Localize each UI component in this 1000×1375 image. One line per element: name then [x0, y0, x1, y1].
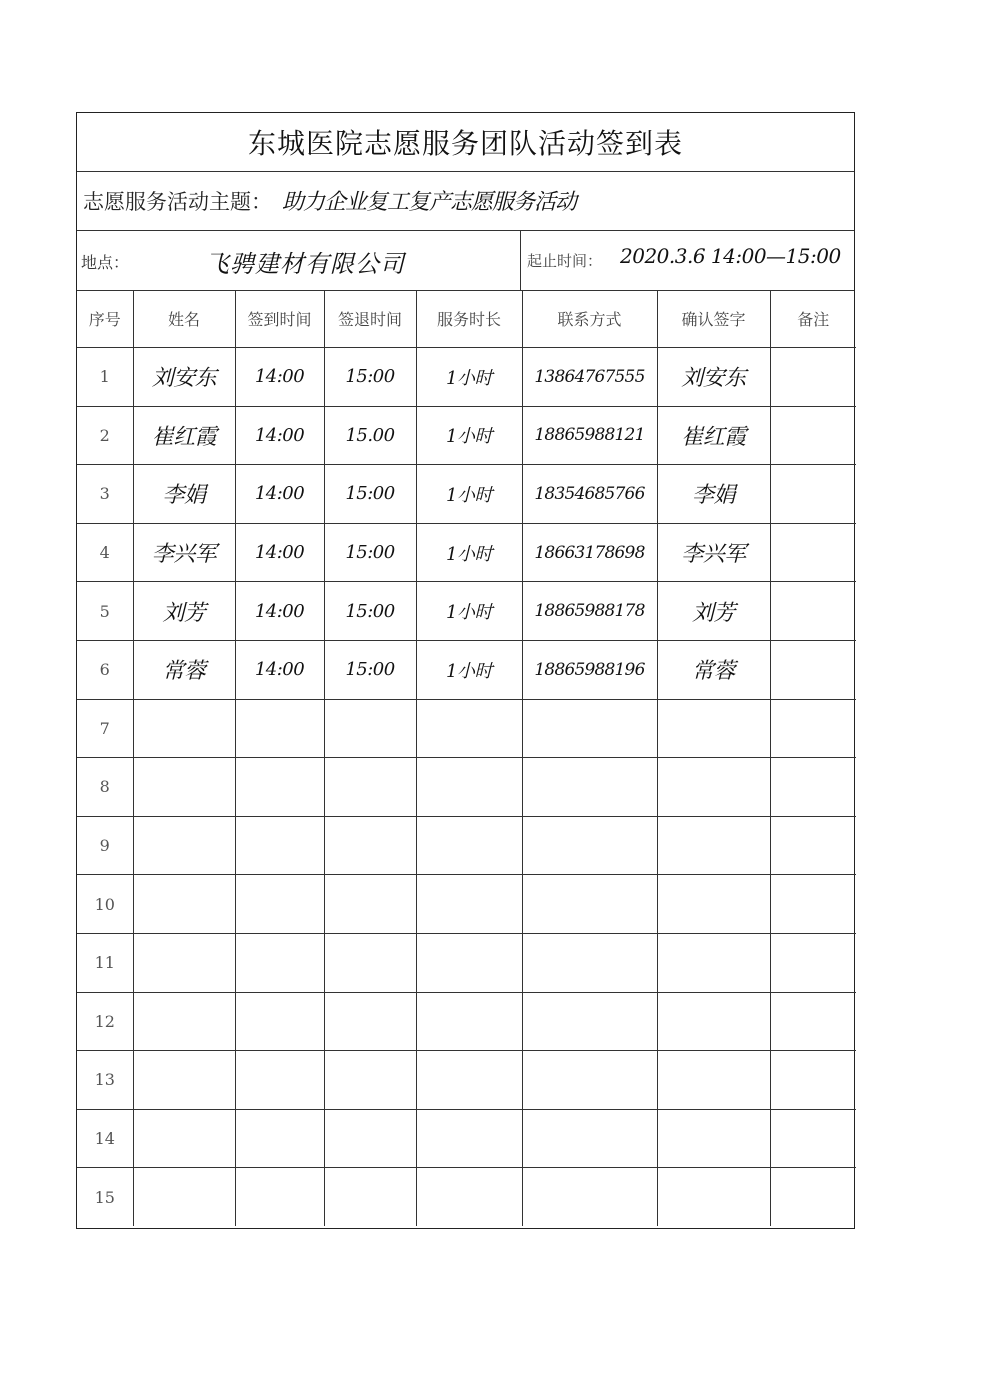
volunteer-name	[133, 933, 235, 992]
remark	[770, 640, 856, 699]
check-in-time	[235, 875, 324, 934]
time-value: 2020.3.6 14:00—15:00	[620, 244, 841, 268]
check-in-time	[235, 1109, 324, 1168]
service-duration	[416, 758, 522, 817]
header-signature: 确认签字	[657, 290, 770, 348]
volunteer-name	[133, 875, 235, 934]
confirm-signature: 刘芳	[657, 582, 770, 641]
theme-row	[77, 171, 854, 231]
contact-phone	[522, 1168, 657, 1226]
remark	[770, 348, 856, 407]
check-out-time	[324, 992, 416, 1051]
header-note: 备注	[770, 290, 856, 348]
check-out-time	[324, 758, 416, 817]
check-out-time: 15.00	[324, 406, 416, 465]
check-in-time: 14:00	[235, 640, 324, 699]
confirm-signature	[657, 816, 770, 875]
confirm-signature: 刘安东	[657, 348, 770, 407]
service-duration: 1小时	[416, 348, 522, 407]
header-check-in: 签到时间	[235, 290, 324, 348]
check-out-time	[324, 816, 416, 875]
remark	[770, 758, 856, 817]
volunteer-name	[133, 758, 235, 817]
attendance-table	[77, 290, 856, 1226]
table-row	[77, 816, 856, 875]
check-out-time	[324, 933, 416, 992]
theme-value: 助力企业复工复产志愿服务活动	[282, 190, 577, 215]
header-check-out: 签退时间	[324, 290, 416, 348]
row-number: 8	[77, 758, 133, 817]
header-name: 姓名	[133, 290, 235, 348]
check-in-time	[235, 933, 324, 992]
remark	[770, 465, 856, 524]
contact-phone	[522, 875, 657, 934]
volunteer-name: 常蓉	[133, 640, 235, 699]
remark	[770, 1109, 856, 1168]
confirm-signature: 常蓉	[657, 640, 770, 699]
check-out-time	[324, 1168, 416, 1226]
row-number: 10	[77, 875, 133, 934]
row-number: 2	[77, 406, 133, 465]
theme-label: 志愿服务活动主题：	[83, 189, 272, 214]
row-number: 7	[77, 699, 133, 758]
volunteer-name	[133, 992, 235, 1051]
confirm-signature	[657, 699, 770, 758]
volunteer-name: 刘芳	[133, 582, 235, 641]
contact-phone: 18865988121	[522, 406, 657, 465]
header-duration: 服务时长	[416, 290, 522, 348]
table-row	[77, 465, 856, 524]
confirm-signature	[657, 1051, 770, 1110]
check-out-time	[324, 1051, 416, 1110]
check-out-time: 15:00	[324, 640, 416, 699]
remark	[770, 406, 856, 465]
table-header-row	[77, 290, 856, 348]
table-row	[77, 348, 856, 407]
check-in-time: 14:00	[235, 406, 324, 465]
service-duration	[416, 1109, 522, 1168]
contact-phone: 18865988178	[522, 582, 657, 641]
table-row	[77, 699, 856, 758]
place-time-row	[77, 230, 854, 291]
volunteer-name: 刘安东	[133, 348, 235, 407]
table-row	[77, 992, 856, 1051]
row-number: 15	[77, 1168, 133, 1226]
contact-phone: 18865988196	[522, 640, 657, 699]
time-label: 起止时间：	[527, 252, 603, 270]
row-number: 14	[77, 1109, 133, 1168]
remark	[770, 816, 856, 875]
service-duration	[416, 992, 522, 1051]
form-title: 东城医院志愿服务团队活动签到表	[247, 127, 683, 160]
remark	[770, 523, 856, 582]
confirm-signature	[657, 875, 770, 934]
remark	[770, 582, 856, 641]
volunteer-name	[133, 1109, 235, 1168]
row-number: 1	[77, 348, 133, 407]
check-in-time: 14:00	[235, 465, 324, 524]
confirm-signature	[657, 758, 770, 817]
volunteer-name	[133, 699, 235, 758]
contact-phone: 13864767555	[522, 348, 657, 407]
volunteer-name: 崔红霞	[133, 406, 235, 465]
service-duration: 1小时	[416, 406, 522, 465]
service-duration	[416, 1051, 522, 1110]
volunteer-name	[133, 816, 235, 875]
service-duration	[416, 816, 522, 875]
row-number: 12	[77, 992, 133, 1051]
check-out-time	[324, 699, 416, 758]
row-number: 4	[77, 523, 133, 582]
row-number: 3	[77, 465, 133, 524]
service-duration: 1小时	[416, 465, 522, 524]
check-in-time: 14:00	[235, 523, 324, 582]
check-out-time	[324, 1109, 416, 1168]
check-in-time: 14:00	[235, 348, 324, 407]
check-in-time	[235, 992, 324, 1051]
volunteer-name	[133, 1051, 235, 1110]
remark	[770, 992, 856, 1051]
table-row	[77, 523, 856, 582]
check-out-time: 15:00	[324, 582, 416, 641]
contact-phone	[522, 758, 657, 817]
contact-phone	[522, 816, 657, 875]
row-number: 5	[77, 582, 133, 641]
volunteer-name	[133, 1168, 235, 1226]
table-row	[77, 758, 856, 817]
contact-phone	[522, 933, 657, 992]
volunteer-name: 李兴军	[133, 523, 235, 582]
check-in-time	[235, 699, 324, 758]
table-row	[77, 640, 856, 699]
remark	[770, 1051, 856, 1110]
contact-phone	[522, 699, 657, 758]
volunteer-name: 李娟	[133, 465, 235, 524]
table-row	[77, 1109, 856, 1168]
confirm-signature: 李兴军	[657, 523, 770, 582]
check-in-time	[235, 816, 324, 875]
header-contact: 联系方式	[522, 290, 657, 348]
check-out-time	[324, 875, 416, 934]
check-out-time: 15:00	[324, 465, 416, 524]
table-row	[77, 406, 856, 465]
confirm-signature	[657, 1168, 770, 1226]
check-out-time: 15:00	[324, 348, 416, 407]
service-duration: 1小时	[416, 582, 522, 641]
service-duration	[416, 933, 522, 992]
place-value: 飞骋建材有限公司	[205, 250, 405, 278]
service-duration	[416, 699, 522, 758]
table-row	[77, 1168, 856, 1226]
service-duration	[416, 875, 522, 934]
confirm-signature	[657, 1109, 770, 1168]
confirm-signature	[657, 933, 770, 992]
check-in-time	[235, 1051, 324, 1110]
row-number: 6	[77, 640, 133, 699]
table-row	[77, 582, 856, 641]
contact-phone	[522, 992, 657, 1051]
table-row	[77, 875, 856, 934]
header-number: 序号	[77, 290, 133, 348]
contact-phone	[522, 1109, 657, 1168]
contact-phone	[522, 1051, 657, 1110]
check-out-time: 15:00	[324, 523, 416, 582]
confirm-signature: 崔红霞	[657, 406, 770, 465]
service-duration: 1小时	[416, 640, 522, 699]
table-row	[77, 933, 856, 992]
check-in-time: 14:00	[235, 582, 324, 641]
confirm-signature	[657, 992, 770, 1051]
service-duration	[416, 1168, 522, 1226]
form-title-row	[77, 113, 854, 172]
remark	[770, 1168, 856, 1226]
check-in-time	[235, 1168, 324, 1226]
remark	[770, 875, 856, 934]
service-duration: 1小时	[416, 523, 522, 582]
table-row	[77, 1051, 856, 1110]
confirm-signature: 李娟	[657, 465, 770, 524]
place-time-divider	[520, 230, 521, 290]
check-in-time	[235, 758, 324, 817]
remark	[770, 699, 856, 758]
row-number: 9	[77, 816, 133, 875]
row-number: 11	[77, 933, 133, 992]
row-number: 13	[77, 1051, 133, 1110]
sign-in-sheet	[76, 112, 855, 1229]
remark	[770, 933, 856, 992]
place-label: 地点：	[81, 253, 130, 272]
contact-phone: 18663178698	[522, 523, 657, 582]
contact-phone: 18354685766	[522, 465, 657, 524]
